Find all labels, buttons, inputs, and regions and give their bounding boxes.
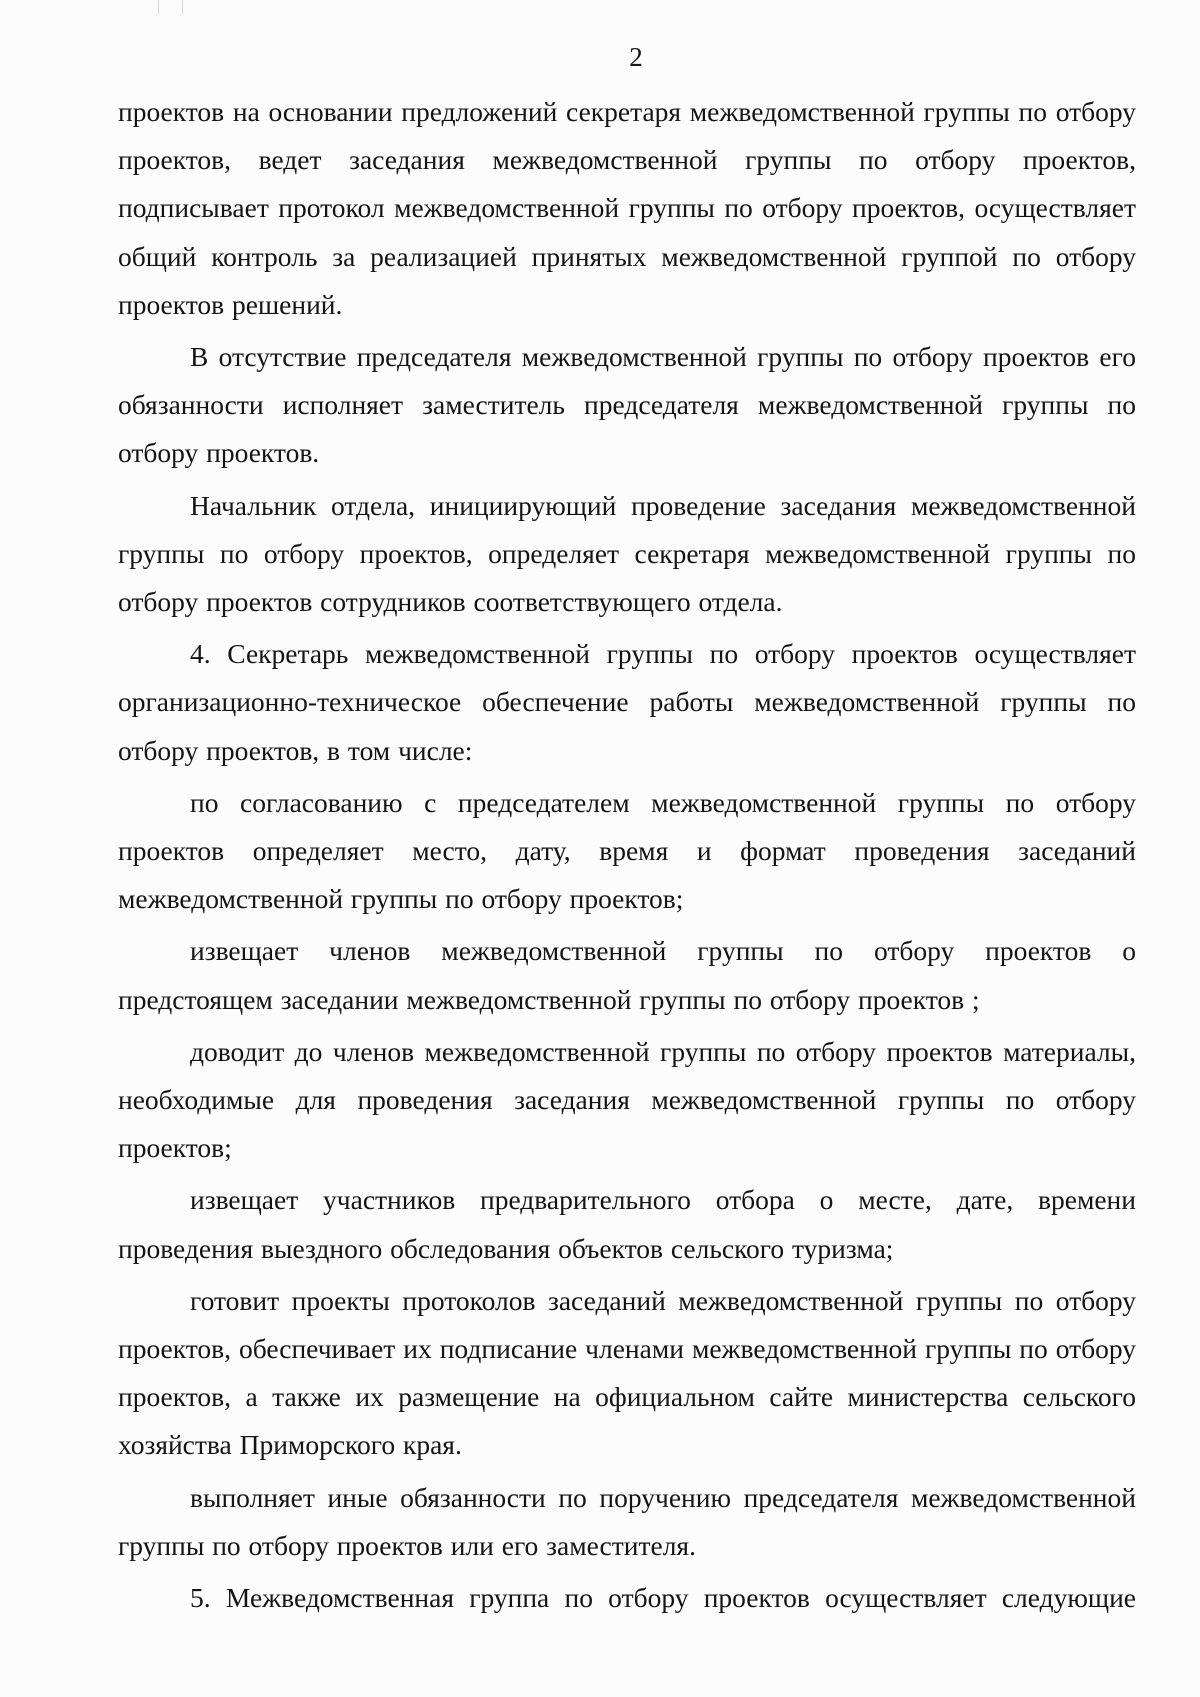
scan-artifact bbox=[182, 0, 183, 14]
paragraph: проектов на основании предложений секретаря межведомственной группы по отбору проектов, ведет заседания межведомственной группы по отбору проектов, подписывает протокол межведомственной группы по отбору проектов, осуществляет общий контроль за реализацией принятых межведомственной группой по отбору проектов решений. bbox=[118, 96, 1136, 320]
paragraph: выполняет иные обязанности по поручению председателя межведомственной группы по отбору проектов или его заместителя. bbox=[118, 1481, 1136, 1561]
paragraph: В отсутствие председателя межведомственной группы по отбору проектов его обязанности исполняет заместитель председателя межведомственной группы по отбору проектов. bbox=[118, 341, 1136, 469]
document-body bbox=[118, 88, 1136, 1626]
paragraph: 4. Секретарь межведомственной группы по отбору проектов осуществляет организационно-техническое обеспечение работы межведомственной группы по отбору проектов, в том числе: bbox=[118, 638, 1136, 766]
paragraph: по согласованию с председателем межведомственной группы по отбору проектов определяет место, дату, время и формат проведения заседаний межведомственной группы по отбору проектов; bbox=[118, 786, 1136, 915]
paragraph: извещает участников предварительного отбора о месте, дате, времени проведения выездного обследования объектов сельского туризма; bbox=[118, 1184, 1136, 1264]
paragraph: готовит проекты протоколов заседаний межведомственной группы по отбору проектов, обеспечивает их подписание членами межведомственной группы по отбору проектов, а также их размещение на официальном сайте министерства сельского хозяйства Приморского края. bbox=[118, 1284, 1136, 1461]
paragraph: 5. Межведомственная группа по отбору проектов осуществляет следующие bbox=[190, 1582, 1136, 1614]
paragraph: извещает членов межведомственной группы по отбору проектов о предстоящем заседании межведомственной группы по отбору проектов ; bbox=[118, 935, 1136, 1015]
paragraph: доводит до членов межведомственной группы по отбору проектов материалы, необходимые для проведения заседания межведомственной группы по отбору проектов; bbox=[118, 1035, 1136, 1164]
scan-artifact bbox=[158, 0, 159, 14]
paragraph: Начальник отдела, инициирующий проведение заседания межведомственной группы по отбору проектов, определяет секретаря межведомственной группы по отбору проектов сотрудников соответствующего отдела. bbox=[118, 489, 1136, 618]
page-number: 2 bbox=[629, 42, 643, 72]
